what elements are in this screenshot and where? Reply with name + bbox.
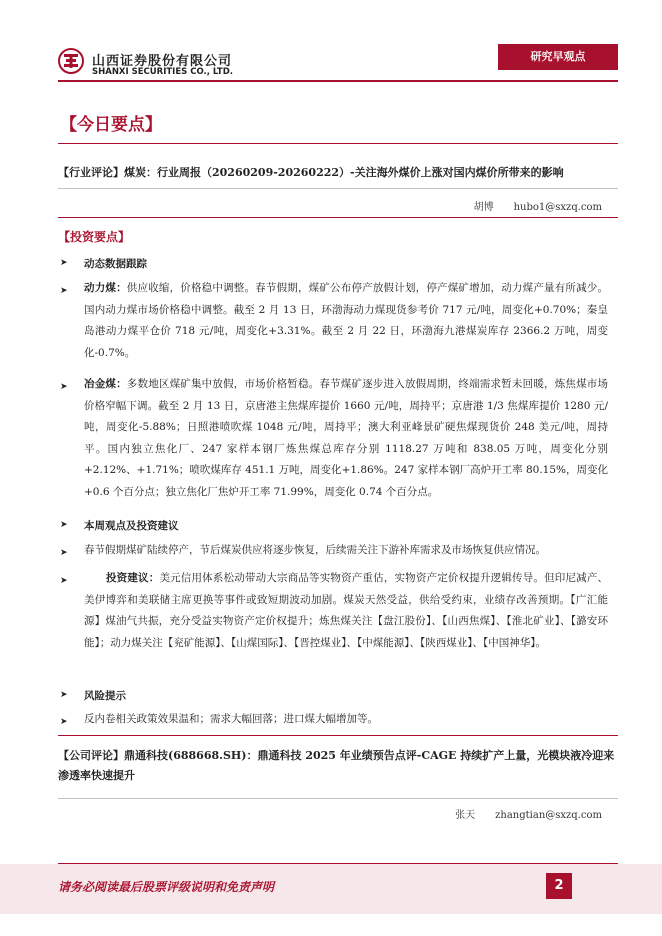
bullet-arrow-icon: ➤	[60, 286, 68, 296]
company-name-cn: 山西证券股份有限公司	[92, 54, 233, 69]
report-type-tag: 研究早观点	[530, 50, 586, 63]
view-paragraph-2	[84, 568, 608, 654]
bullet-arrow-icon: ➤	[60, 258, 68, 268]
bullet-arrow-icon: ➤	[60, 576, 68, 586]
divider	[58, 798, 618, 799]
investment-advice-label: 投资建议：	[106, 572, 160, 584]
investment-advice-text: 美元信用体系松动带动大宗商品等实物资产重估，实物资产定价权提升逻辑传导。但印尼减产、美伊博弈和美联储主席更换等事件或致短期波动加剧。煤炭天然受益，供给受约束，业绩存改善预期。【广汇能源】煤油气共振，充分受益实物资产定价权提升；炼焦煤关注【盘江股份】、【山西焦煤】、【淮北矿业】、【潞安环能】；动力煤关注【兖矿能源】、【山煤国际】、【晋控煤业】、【中煤能源】、【陕西煤业】、【中国神华】。	[84, 572, 609, 649]
report-2-title[interactable]: 【公司评论】鼎通科技(688668.SH)：鼎通科技 2025 年业绩预告点评-CAGE 持续扩产上量，光模块液冷迎来渗透率快速提升	[58, 749, 615, 782]
divider	[58, 735, 618, 736]
company-logo-icon	[58, 48, 84, 74]
bullet-arrow-icon: ➤	[60, 520, 68, 530]
risk-paragraph: 反内卷相关政策效果温和；需求大幅回落；进口煤大幅增加等。	[84, 713, 378, 725]
report-1-title[interactable]: 【行业评论】煤炭：行业周报（20260209-20260222）-关注海外煤价上涨对国内煤价所带来的影响	[58, 166, 564, 179]
section-head-views: 本周观点及投资建议	[84, 520, 179, 532]
today-highlights-title: 【今日要点】	[60, 115, 162, 135]
thermal-coal-text: 供应收缩，价格稳中调整。春节假期，煤矿公布停产放假计划，停产煤矿增加，动力煤产量有所减少。国内动力煤市场价格稳中调整。截至 2 月 13 日，环渤海动力煤现货参考价 717 元/吨，周变化+0.70%；秦皇岛港动力煤平仓价 718 元/吨，周变化+3.31%。截至 2 月 22 日，环渤海九港煤炭库存 2366.2 万吨，周变化-0.7%。	[84, 282, 609, 359]
page-number: 2	[546, 873, 572, 899]
divider	[58, 217, 618, 218]
coking-coal-label: 冶金煤：	[84, 378, 127, 390]
coking-coal-text: 多数地区煤矿集中放假，市场价格暂稳。春节煤矿逐步进入放假周期，终端需求暂未回暖，炼焦煤市场价格窄幅下调。截至 2 月 13 日，京唐港主焦煤库提价 1660 元/吨，周持平；京唐港 1/3 焦煤库提价 1280 元/吨，周变化-5.88%；日照港喷吹煤 1048 元/吨，周持平；澳大利亚峰景矿硬焦煤现货价 248 美元/吨，周持平。国内独立焦化厂、247 家样本钢厂炼焦煤总库存分别 1118.27 万吨和 838.05 万吨，周变化分别+2.12%、+1.71%；喷吹煤库存 451.1 万吨，周变化+1.86%。247 家样本钢厂高炉开工率 80.15%，周变化+0.6 个百分点；独立焦化厂焦炉开工率 71.99%，周变化 0.74 个百分点。	[84, 378, 609, 498]
section-head-data-tracking: 动态数据跟踪	[84, 258, 147, 270]
view-paragraph-1: 春节假期煤矿陆续停产，节后煤炭供应将逐步恢复，后续需关注下游补库需求及市场恢复供应情况。	[84, 544, 546, 556]
bullet-arrow-icon: ➤	[60, 382, 68, 392]
report-2-author: 张天 zhangtian@sxzq.com	[455, 810, 602, 821]
bullet-arrow-icon: ➤	[60, 717, 68, 727]
coking-coal-paragraph	[84, 374, 608, 503]
header-divider	[58, 80, 618, 82]
disclaimer-notice: 请务必阅读最后股票评级说明和免责声明	[58, 880, 275, 894]
section-head-risk: 风险提示	[84, 690, 126, 702]
bullet-arrow-icon: ➤	[60, 690, 68, 700]
thermal-coal-label: 动力煤：	[84, 282, 127, 294]
bullet-arrow-icon: ➤	[60, 548, 68, 558]
thermal-coal-paragraph	[84, 278, 608, 364]
company-name-en: SHANXI SECURITIES CO., LTD.	[92, 67, 234, 77]
divider	[58, 188, 618, 189]
divider	[58, 143, 618, 144]
investment-points-head: 【投资要点】	[58, 230, 131, 244]
report-1-author: 胡博 hubo1@sxzq.com	[473, 202, 602, 213]
